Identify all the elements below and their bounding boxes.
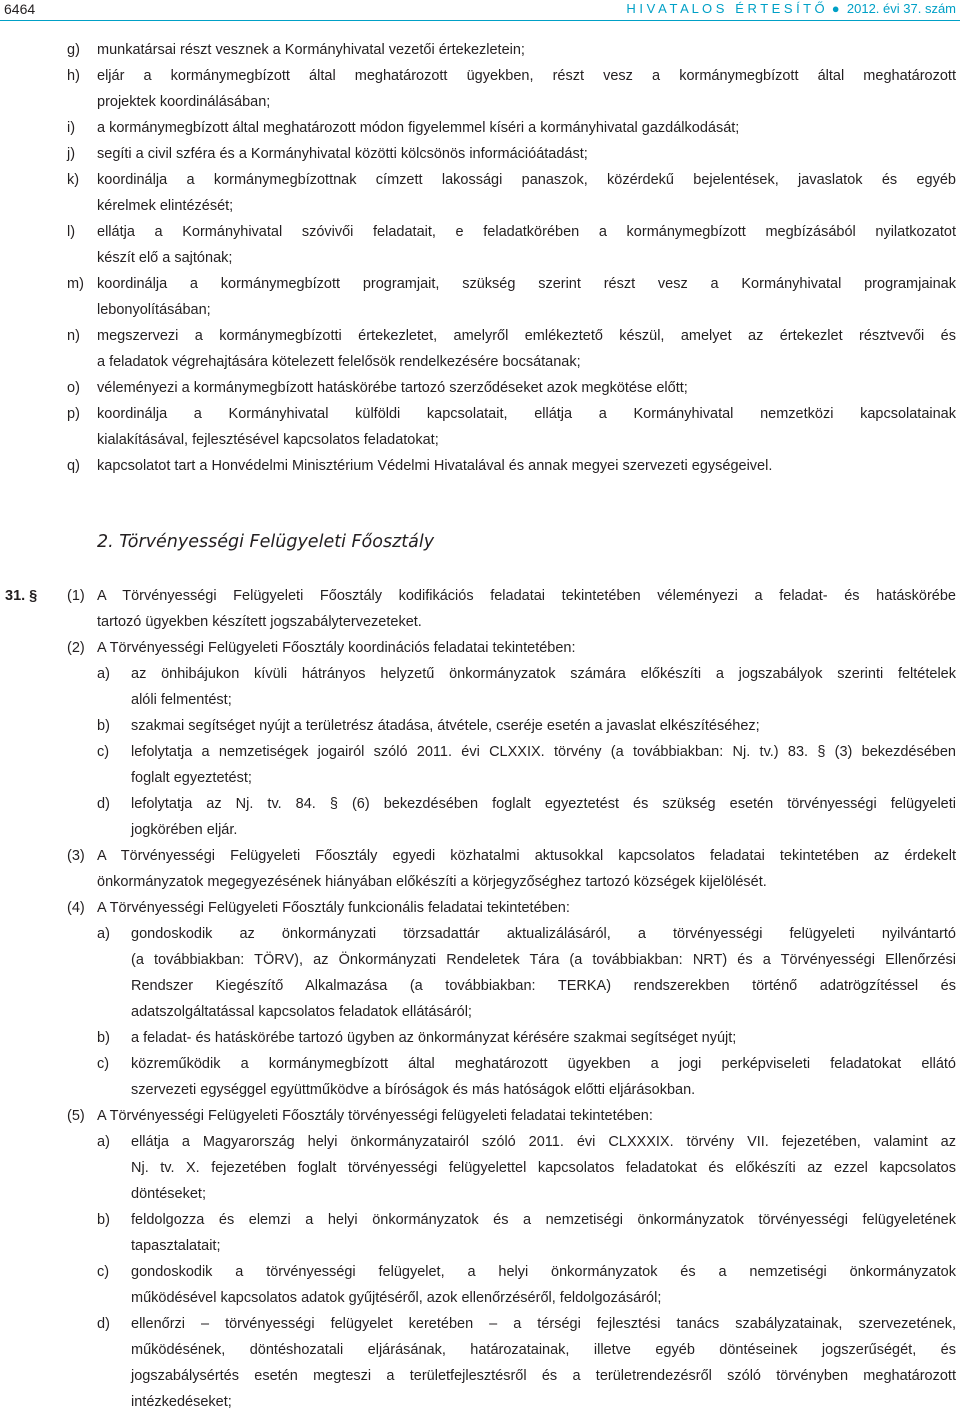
point-label: c) (97, 1056, 110, 1072)
point-text-line: ellátja a Magyarország helyi önkormányzatairól szóló 2011. évi CLXXXIX. törvény VII. fejezetében, valamint az (131, 1134, 956, 1150)
point-text-line: alóli felmentést; (131, 692, 232, 708)
list-item-text-line: eljár a kormánymegbízott által meghatározott ügyekben, részt vesz a kormánymegbízott által meghatározott (97, 68, 956, 84)
list-item-text-line: kérelmek elintézését; (97, 198, 234, 214)
list-item-label: q) (67, 458, 80, 474)
list-item-text-line: koordinálja a Kormányhivatal külföldi kapcsolatait, ellátja a Kormányhivatal nemzetközi kapcsolatainak (97, 406, 956, 422)
point-text-line: a feladat- és hatáskörébe tartozó ügyben az önkormányzat kérésére szakmai segítséget nyújt; (131, 1030, 737, 1046)
point-text-line: működésével kapcsolatos adatok gyűjtéséről, azok ellenőrzéséről, feldolgozásáról; (131, 1290, 662, 1306)
point-label: a) (97, 666, 110, 682)
point-text-line: döntéseket; (131, 1186, 206, 1202)
paragraph-text-line: tartozó ügyekben készített jogszabálytervezeteket. (97, 614, 422, 630)
point-text-line: az önhibájukon kívüli hátrányos helyzetű önkormányzatok számára előkészíti a jogszabályok szerinti feltételek (131, 666, 956, 682)
paragraph-text-line: A Törvényességi Felügyeleti Főosztály funkcionális feladatai tekintetében: (97, 900, 570, 916)
point-label: b) (97, 718, 110, 734)
paragraph-number: (4) (67, 900, 85, 916)
list-item-label: o) (67, 380, 80, 396)
list-item-text-line: koordinálja a kormánymegbízott programjait, szükség szerint részt vesz a Kormányhivatal programjainak (97, 276, 956, 292)
paragraph-text-line: önkormányzatok megegyezésének hiányában előkészíti a körjegyzőséghez tartozó községek kijelölését. (97, 874, 767, 890)
paragraph-text-line: A Törvényességi Felügyeleti Főosztály koordinációs feladatai tekintetében: (97, 640, 576, 656)
point-text-line: jogszabálysértés esetén megteszi a területfejlesztésről és a területrendezésről szóló törvényben meghatározott (131, 1368, 956, 1384)
point-text-line: jogkörében eljár. (131, 822, 238, 838)
section-heading: 2. Törvényességi Felügyeleti Főosztály (97, 532, 435, 552)
point-text-line: szakmai segítséget nyújt a területrész átadása, átvétele, cseréje esetén a javaslat elkészítéséhez; (131, 718, 760, 734)
list-item-text-line: a kormánymegbízott által meghatározott módon figyelemmel kíséri a kormányhivatal gazdálkodását; (97, 120, 740, 136)
point-text-line: (a továbbiakban: TÖRV), az Önkormányzati Rendeletek Tára (a továbbiakban: NRT) és a Törvényességi Ellenőrzési (131, 952, 956, 968)
point-text-line: feldolgozza és elemzi a helyi önkormányzatok és a nemzetiségi önkormányzatok törvényességi felügyeletének (131, 1212, 956, 1228)
point-text-line: lefolytatja a nemzetiségek jogairól szóló 2011. évi CLXXIX. törvény (a továbbiakban: Nj. tv.) 83. § (3) bekezdésében (131, 744, 956, 760)
point-text-line: szervezeti egységgel együttműködve a bíróságok és más hatóságok előtti eljárásokban. (131, 1082, 696, 1098)
point-text-line: Nj. tv. X. fejezetében foglalt törvényességi felügyelettel kapcsolatos feladatokat és előkészíti az ezzel kapcsolatos (131, 1160, 956, 1176)
point-label: a) (97, 926, 110, 942)
list-item-text-line: segíti a civil szféra és a Kormányhivatal közötti kölcsönös információátadást; (97, 146, 588, 162)
paragraph-number: (2) (67, 640, 85, 656)
list-item-label: i) (67, 120, 76, 136)
paragraph-text-line: A Törvényességi Felügyeleti Főosztály egyedi közhatalmi aktusokkal kapcsolatos feladatai tekintetében az érdekelt (97, 848, 956, 864)
list-item-text-line: készít elő a sajtónak; (97, 250, 233, 266)
list-item-text-line: munkatársai részt vesznek a Kormányhivatal vezetői értekezletein; (97, 42, 525, 58)
point-text-line: lefolytatja az Nj. tv. 84. § (6) bekezdésében foglalt egyeztetést és szükség esetén törvényességi felügyeleti (131, 796, 956, 812)
point-text-line: intézkedéseket; (131, 1394, 232, 1410)
point-text-line: tapasztalatait; (131, 1238, 221, 1254)
section-number: 31. § (5, 588, 38, 604)
list-item-label: h) (67, 68, 80, 84)
paragraph-number: (5) (67, 1108, 85, 1124)
point-label: b) (97, 1212, 110, 1228)
list-item-label: j) (67, 146, 76, 162)
paragraph-text-line: A Törvényességi Felügyeleti Főosztály törvényességi felügyeleti feladatai tekintetében: (97, 1108, 653, 1124)
point-label: b) (97, 1030, 110, 1046)
point-text-line: ellenőrzi – törvényességi felügyelet keretében – a térségi fejlesztési tanács szabályzatainak, szervezetének, (131, 1316, 956, 1332)
list-item-label: p) (67, 406, 80, 422)
running-title: H I V A T A L O S É R T E S Í T Ő ● 2012. évi 37. szám (626, 1, 956, 16)
list-item-text-line: kialakításával, fejlesztésével kapcsolatos feladatokat; (97, 432, 439, 448)
list-item-label: n) (67, 328, 80, 344)
point-label: d) (97, 796, 110, 812)
list-item-text-line: ellátja a Kormányhivatal szóvivői feladatait, e feladatkörében a kormánymegbízott megbízásából nyilatkozatot (97, 224, 956, 240)
point-text-line: gondoskodik az önkormányzati törzsadattár aktualizálásáról, a törvényességi felügyeleti nyilvántartó (131, 926, 956, 942)
list-item-text-line: projektek koordinálásában; (97, 94, 271, 110)
point-text-line: közreműködik a kormánymegbízott által meghatározott ügyekben a jogi perképviseleti feladatokat ellátó (131, 1056, 956, 1072)
paragraph-text-line: A Törvényességi Felügyeleti Főosztály kodifikációs feladatai tekintetében véleményezi a feladat- és hatáskörébe (97, 588, 956, 604)
list-item-label: g) (67, 42, 80, 58)
point-text-line: gondoskodik a törvényességi felügyelet, a helyi önkormányzatok és a nemzetiségi önkormányzatok (131, 1264, 956, 1280)
point-text-line: adatszolgáltatással kapcsolatos feladatok ellátásáról; (131, 1004, 472, 1020)
list-item-label: k) (67, 172, 80, 188)
list-item-text-line: koordinálja a kormánymegbízottnak címzett lakossági panaszok, közérdekű bejelentések, javaslatok és egyéb (97, 172, 956, 188)
list-item-text-line: a feladatok végrehajtására kötelezett felelősök rendelkezésére bocsátanak; (97, 354, 581, 370)
page-header (0, 0, 960, 20)
list-item-label: m) (67, 276, 84, 292)
list-item-text-line: lebonyolításában; (97, 302, 211, 318)
list-item-text-line: megszervezi a kormánymegbízotti értekezletet, amelyről emlékeztető készül, amelyet az értekezlet résztvevői és (97, 328, 956, 344)
point-text-line: Rendszer Kiegészítő Alkalmazása (a továbbiakban: TERKA) rendszerekben történő adatrögzítéssel és (131, 978, 956, 994)
point-label: c) (97, 744, 110, 760)
list-item-text-line: véleményezi a kormánymegbízott hatáskörébe tartozó szerződéseket azok megkötése előtt; (97, 380, 688, 396)
point-text-line: foglalt egyeztetést; (131, 770, 252, 786)
list-item-text-line: kapcsolatot tart a Honvédelmi Minisztérium Védelmi Hivatalával és annak megyei szervezeti egységeivel. (97, 458, 773, 474)
header-rule (0, 20, 960, 21)
point-label: a) (97, 1134, 110, 1150)
paragraph-number: (3) (67, 848, 85, 864)
paragraph-number: (1) (67, 588, 85, 604)
point-label: d) (97, 1316, 110, 1332)
list-item-label: l) (67, 224, 76, 240)
page-number: 6464 (4, 1, 36, 17)
point-label: c) (97, 1264, 110, 1280)
point-text-line: működésének, döntéshozatali eljárásának, határozatainak, illetve egyéb döntéseinek jogszerűségét, és (131, 1342, 956, 1358)
